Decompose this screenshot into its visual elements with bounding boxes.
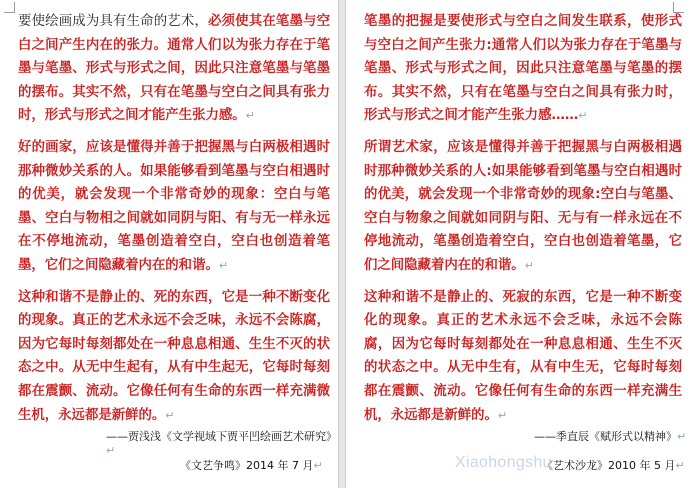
right-paragraph-1-body: 笔墨的把握是要使形式与空白之间发生联系，使形式与空白之间产生张力:通常人们以为张力存在于笔墨与笔墨、形式与形式之间，因此只注意笔墨与笔墨的摆布。其实不然，只有在笔墨与空白之间具有张力时，形式与形式之间才能产生张力感…… <box>364 14 682 124</box>
right-source-author <box>534 428 686 444</box>
paragraph-mark-icon: ↵ <box>497 408 508 422</box>
right-paragraph-3 <box>364 286 682 428</box>
right-source-publication <box>542 457 685 473</box>
page-gutter <box>338 0 346 488</box>
right-paragraph-3-body: 这种和谐不是静止的、死寂的东西，它是一种不断变化的现象。真正的艺术永远不会乏味，永远不会陈腐，因为它每时每刻都处在一种息息相通、生生不灭的状态之中。从无中生有，从有中生无，它每时每刻都在震颤、流动。它像任何有生命的东西一样充满生机，永远都是新鲜的。 <box>364 289 682 423</box>
left-paragraph-1-body: 必须使其在笔墨与空白之间产生内在的张力。通常人们以为张力存在于笔墨与笔墨、形式与形式之间，因此只注意笔墨与笔墨的摆布。其实不然，只有在笔墨与空白之间具有张力时，形式与形式之间才能产生张力感。 <box>18 14 331 124</box>
left-source-author-text: ——贾浅浅《文学视域下贾平凹绘画艺术研究》 <box>106 430 337 443</box>
paragraph-mark-icon: ↵ <box>218 258 229 272</box>
right-paragraph-2 <box>364 136 682 278</box>
paragraph-mark-icon: ↵ <box>245 109 255 123</box>
paragraph-mark-icon: ↵ <box>524 258 534 272</box>
paragraph-mark-icon: ↵ <box>313 459 323 472</box>
left-source-author <box>106 428 338 457</box>
paragraph-mark-icon: ↵ <box>106 444 116 457</box>
paragraph-mark-icon: ↵ <box>578 109 588 123</box>
left-page <box>0 0 338 488</box>
left-paragraph-3 <box>18 286 330 428</box>
left-source-publication-text: 《文艺争鸣》2014 年 7 月 <box>180 459 314 472</box>
left-paragraph-2 <box>18 136 330 278</box>
left-paragraph-1-intro: 要使绘画成为具有生命的艺术， <box>18 14 209 29</box>
right-source-publication-text: 《艺术沙龙》2010 年 5 月 <box>542 459 676 472</box>
left-paragraph-2-body: 好的画家，应该是懂得并善于把握黑与白两极相遇时那种微妙关系的人。如果能够看到笔墨与空白相遇时的优美，就会发现一个非常奇妙的现象：空白与笔墨、空白与物相之间就如同阴与阳、有与无一样永远在不停地流动，笔墨创造着空白，空白也创造着笔墨，它们之间隐藏着内在的和谐。 <box>18 139 330 273</box>
left-paragraph-1 <box>18 10 330 128</box>
right-page <box>346 0 690 488</box>
crop-mark <box>4 2 15 13</box>
watermark-logo: Xiaohongshu <box>455 454 552 471</box>
left-source-publication <box>180 457 323 473</box>
left-paragraph-3-body: 这种和谐不是静止的、死的东西，它是一种不断变化的现象。真正的艺术永远不会乏味，永远不会陈腐，因为它每时每刻都处在一种息息相通、生生不灭的状态之中。从无中生起有，从有中生起无，它每时每刻都在震颤、流动。它像任何有生命的东西一样充满微生机，永远都是新鲜的。 <box>18 289 330 423</box>
left-text-column <box>18 10 330 435</box>
right-text-column <box>364 10 682 435</box>
right-paragraph-2-body: 所谓艺术家，应该是懂得并善于把握黑与白两极相遇时那种微妙关系的人:如果能够看到笔墨与空白相遇时的优美，就会发现一个非常奇妙的现象:空白与笔墨、空白与物象之间就如同阴与阳、无与有一样永远在不停地流动，笔墨创造着空白，空白也创造着笔墨，它们之间隐藏着内在的和谐。 <box>364 139 682 273</box>
paragraph-mark-icon: ↵ <box>677 430 687 443</box>
right-paragraph-1 <box>364 10 682 128</box>
paragraph-mark-icon: ↵ <box>165 408 175 422</box>
right-source-author-text: ——季直辰《赋形式以精神》 <box>534 430 677 443</box>
paragraph-mark-icon: ↵ <box>675 459 685 472</box>
